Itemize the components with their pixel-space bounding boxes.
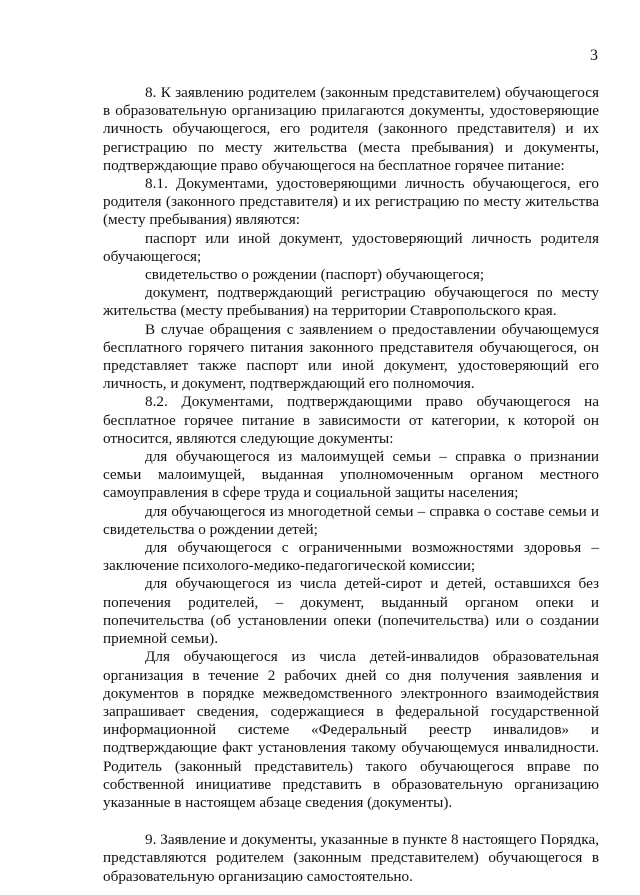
paragraph-9: 9. Заявление и документы, указанные в пункте 8 настоящего Порядка, представляются родителем (законным представителем) обучающегося в образовательную организацию самостоятельно. [103, 831, 599, 885]
paragraph-8-2: 8.2. Документами, подтверждающими право обучающегося на бесплатное горячее питание в зависимости от категории, к которой он относится, являются следующие документы: [103, 393, 599, 447]
list-item-parent-passport: паспорт или иной документ, удостоверяющий личность родителя обучающегося; [103, 229, 599, 265]
paragraph-8-1: 8.1. Документами, удостоверяющими личность обучающегося, его родителя (законного представителя) и их регистрацию по месту жительства (месту пребывания) являются: [103, 175, 599, 229]
list-item-orphans: для обучающегося из числа детей-сирот и детей, оставшихся без попечения родителей, – документ, выданный органом опеки и попечительства (об установлении опеки (попечительства) или о создании приемной семьи). [103, 575, 599, 648]
list-item-registration-document: документ, подтверждающий регистрацию обучающегося по месту жительства (месту пребывания) на территории Ставропольского края. [103, 284, 599, 320]
list-item-birth-certificate: свидетельство о рождении (паспорт) обучающегося; [145, 266, 485, 284]
document-body [103, 84, 599, 886]
list-item-large-family: для обучающегося из многодетной семьи – справка о составе семьи и свидетельства о рождении детей; [103, 502, 599, 538]
list-item-low-income-family: для обучающегося из малоимущей семьи – справка о признании семьи малоимущей, выданная уполномоченным органом местного самоуправления в сфере труда и социальной защиты населения; [103, 448, 599, 502]
paragraph-disabled-children: Для обучающегося из числа детей-инвалидов образовательная организация в течение 2 рабочих дней со дня получения заявления и документов в порядке межведомственного электронного взаимодействия запрашивает сведения, содержащиеся в федеральной государственной информационной системе «Федеральный реестр инвалидов» и подтверждающие факт установления такому обучающемуся инвалидности. Родитель (законный представитель) такого обучающегося вправе по собственной инициативе представить в образовательную организацию указанные в настоящем абзаце сведения (документы). [103, 648, 599, 811]
paragraph-legal-representative: В случае обращения с заявлением о предоставлении обучающемуся бесплатного горячего питания законного представителя обучающегося, он представляет также паспорт или иной документ, удостоверяющий его личность, и документ, подтверждающий его полномочия. [103, 320, 599, 393]
list-item-disabilities: для обучающегося с ограниченными возможностями здоровья – заключение психолого-медико-педагогической комиссии; [103, 539, 599, 575]
page-number: 3 [590, 47, 598, 64]
paragraph-8: 8. К заявлению родителем (законным представителем) обучающегося в образовательную организацию прилагаются документы, удостоверяющие личность обучающегося, его родителя (законного представителя) и их регистрацию по месту жительства (места пребывания) и документы, подтверждающие право обучающегося на бесплатное горячее питание: [103, 84, 599, 174]
